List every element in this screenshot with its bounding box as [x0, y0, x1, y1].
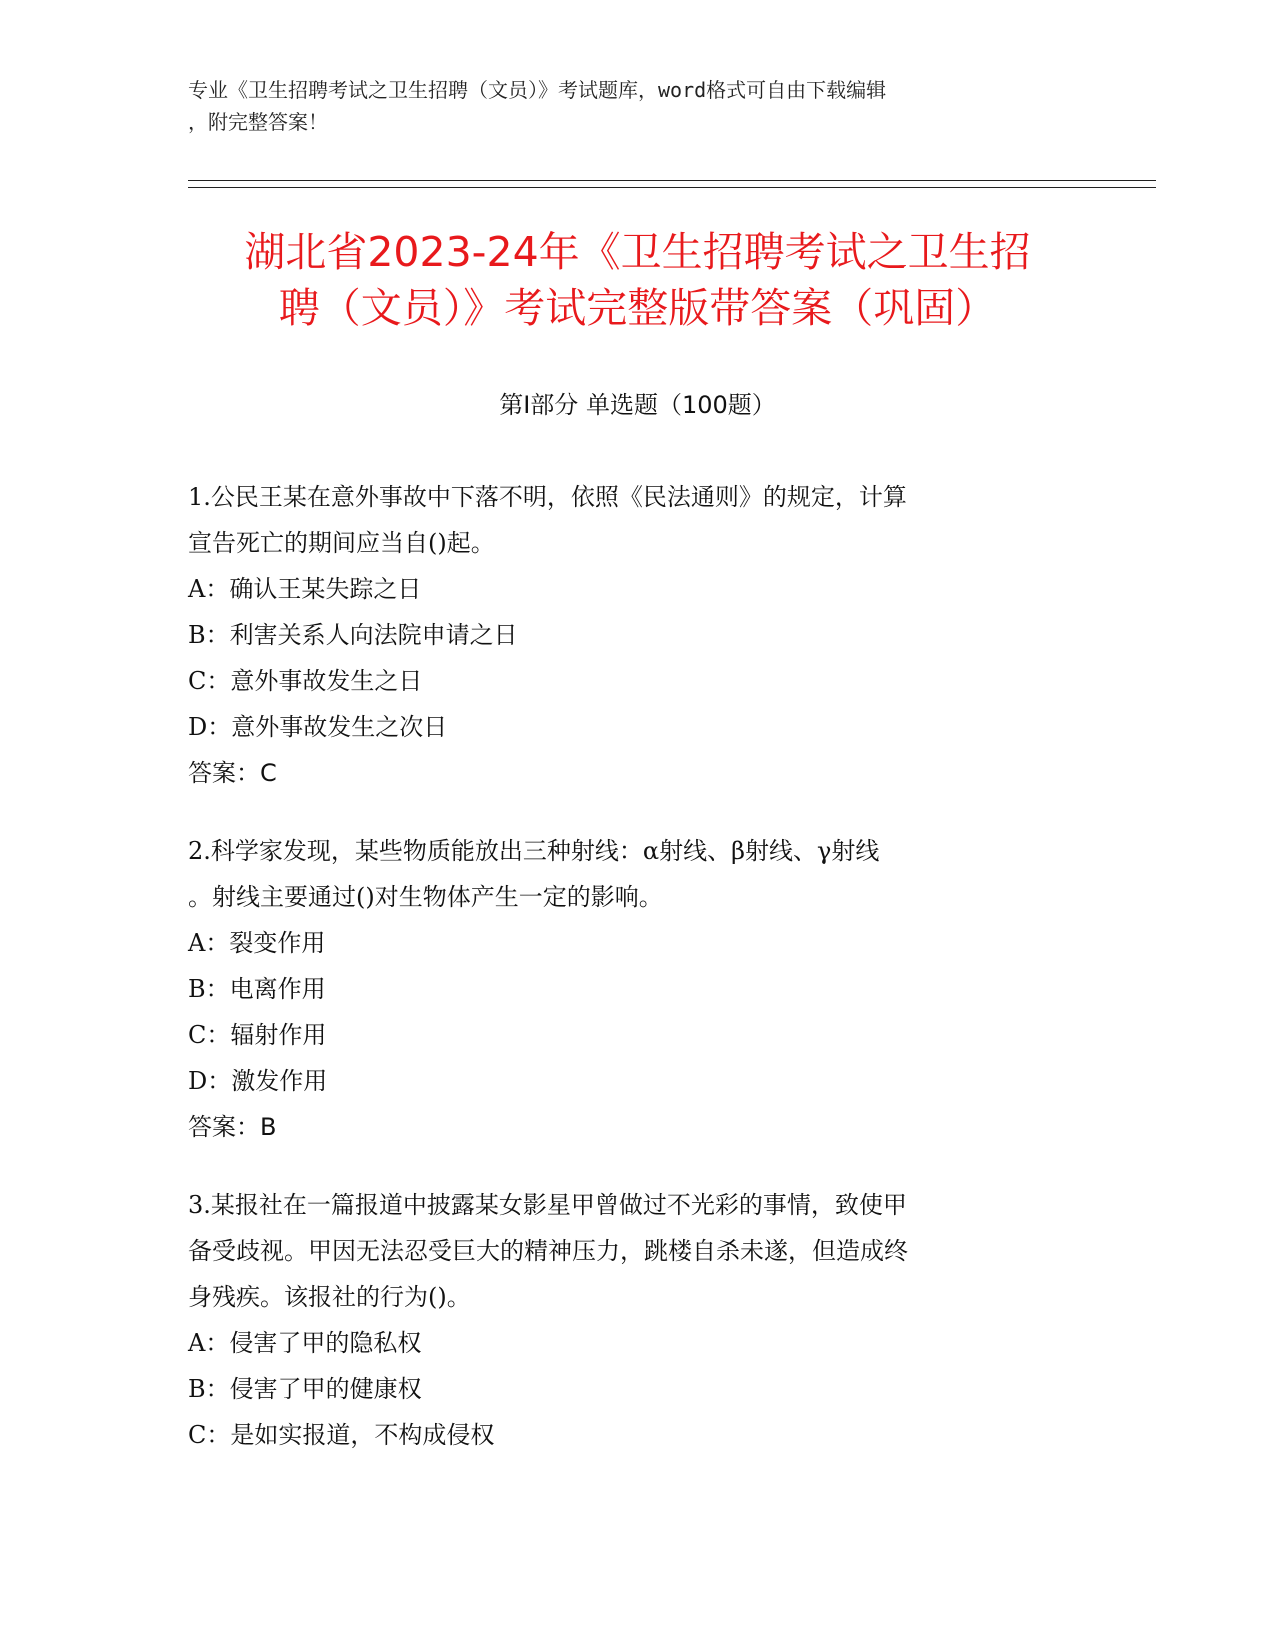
- answer: 答案：B: [188, 1113, 277, 1141]
- header-note-line: 专业《卫生招聘考试之卫生招聘（文员）》考试题库，word格式可自由下载编辑: [188, 78, 887, 102]
- document-title-line: 湖北省2023-24年《卫生招聘考试之卫生招: [244, 228, 1031, 276]
- question-stem: [188, 828, 1088, 920]
- option-a: A：裂变作用: [188, 929, 326, 957]
- question-stem-line: 1.公民王某在意外事故中下落不明，依照《民法通则》的规定，计算: [188, 483, 907, 511]
- question-2: [188, 828, 1088, 1150]
- question-stem-line: 2.科学家发现，某些物质能放出三种射线：α射线、β射线、γ射线: [188, 837, 880, 865]
- question-stem: [188, 1182, 1088, 1320]
- document-title-line: 聘（文员）》考试完整版带答案（巩固）: [278, 284, 997, 332]
- header-note-line: ，附完整答案！: [188, 110, 328, 134]
- header-note: [188, 74, 1088, 138]
- option-c: C：辐射作用: [188, 1021, 327, 1049]
- option-a: A：确认王某失踪之日: [188, 575, 422, 603]
- question-stem-line: 3.某报社在一篇报道中披露某女影星甲曾做过不光彩的事情，致使甲: [188, 1191, 907, 1219]
- header-divider-bottom: [188, 187, 1156, 188]
- question-1: [188, 474, 1088, 796]
- option-a: A：侵害了甲的隐私权: [188, 1329, 422, 1357]
- document-title: [150, 224, 1125, 336]
- question-stem-line: 备受歧视。甲因无法忍受巨大的精神压力，跳楼自杀未遂，但造成终: [188, 1237, 908, 1265]
- answer: 答案：C: [188, 759, 277, 787]
- question-stem-line: 身残疾。该报社的行为()。: [188, 1283, 471, 1311]
- question-list: [188, 474, 1088, 1490]
- option-c: C：是如实报道，不构成侵权: [188, 1421, 495, 1449]
- option-b: B：侵害了甲的健康权: [188, 1375, 422, 1403]
- option-b: B：电离作用: [188, 975, 326, 1003]
- header-divider-top: [188, 180, 1156, 181]
- section-title: 第I部分 单选题（100题）: [499, 391, 776, 419]
- question-stem-line: 。射线主要通过()对生物体产生一定的影响。: [188, 883, 663, 911]
- option-d: D：意外事故发生之次日: [188, 713, 448, 741]
- option-b: B：利害关系人向法院申请之日: [188, 621, 518, 649]
- option-d: D：激发作用: [188, 1067, 328, 1095]
- question-stem: [188, 474, 1088, 566]
- question-stem-line: 宣告死亡的期间应当自()起。: [188, 529, 495, 557]
- option-c: C：意外事故发生之日: [188, 667, 423, 695]
- question-3: [188, 1182, 1088, 1458]
